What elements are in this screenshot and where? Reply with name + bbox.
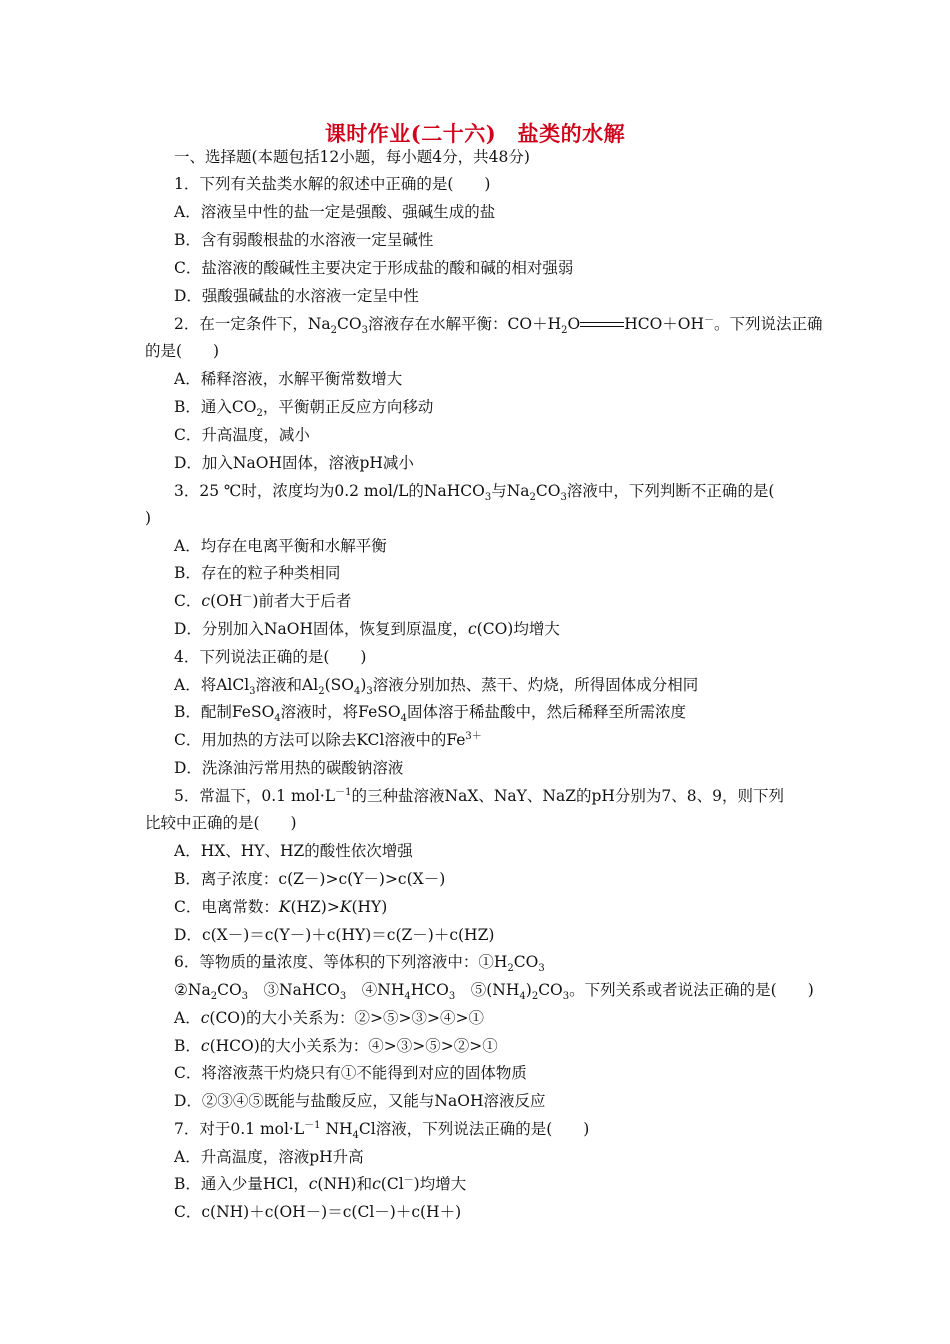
question-2-option-a: A．稀释溶液，水解平衡常数增大 bbox=[174, 370, 403, 388]
question-1-stem: 1．下列有关盐类水解的叙述中正确的是( ) bbox=[174, 175, 491, 193]
question-5-option-c: C．电离常数：K(HZ)>K(HY) bbox=[174, 898, 388, 916]
question-6-option-d: D．②③④⑤既能与盐酸反应，又能与NaOH溶液反应 bbox=[174, 1092, 546, 1110]
question-1-option-d: D．强酸强碱盐的水溶液一定呈中性 bbox=[174, 287, 419, 305]
question-4-option-c: C．用加热的方法可以除去KCl溶液中的$Fe^{3+}$ bbox=[174, 730, 482, 749]
question-1-option-b: B．含有弱酸根盐的水溶液一定呈碱性 bbox=[174, 231, 434, 249]
question-2-option-b: B．通入$CO_2$，平衡朝正反应方向移动 bbox=[174, 398, 434, 420]
question-4-option-d: D．洗涤油污常用热的碳酸钠溶液 bbox=[174, 759, 404, 777]
question-6-option-c: C．将溶液蒸干灼烧只有①不能得到对应的固体物质 bbox=[174, 1064, 527, 1082]
question-2-option-d: D．加入NaOH固体，溶液pH减小 bbox=[174, 454, 414, 472]
question-6-option-b: B．c(HCO)的大小关系为：④>③>⑤>②>① bbox=[174, 1037, 498, 1055]
question-5-stem: 5．常温下，0.1 $mol\cdot L^{-1}$的三种盐溶液NaX、NaY、NaZ的pH分别为7、8、9，则下列 bbox=[174, 786, 785, 805]
question-4-option-b: B．配制FeSO$_4$溶液时，将FeSO$_4$固体溶于稀盐酸中，然后稀释至所需浓度 bbox=[174, 703, 686, 725]
question-2-option-c: C．升高温度，减小 bbox=[174, 426, 310, 444]
question-3-option-b: B．存在的粒子种类相同 bbox=[174, 564, 341, 582]
question-7-option-a: A．升高温度，溶液pH升高 bbox=[174, 1148, 364, 1166]
question-6-stem-continued: $②Na_2CO_3$ ③NaHCO$_3$ $④NH_4HCO_3$ $⑤(NH_4)_2CO_3$。下列关系或者说法正确的是( ) bbox=[174, 981, 814, 1003]
question-7-option-b: B．通入少量HCl，c(NH)和c(Cl－)均增大 bbox=[174, 1174, 467, 1193]
question-7-stem: 7．对于0.1 $mol\cdot L^{-1}$ $NH_4Cl$溶液，下列说法正确的是( ) bbox=[174, 1119, 590, 1142]
question-2-stem-continued: 的是( ) bbox=[145, 342, 220, 360]
question-6-stem: 6．等物质的量浓度、等体积的下列溶液中：$①H_2CO_3$ bbox=[174, 953, 545, 975]
equilibrium-arrow-icon bbox=[580, 320, 624, 330]
question-3-option-d: D．分别加入NaOH固体，恢复到原温度，c(CO)均增大 bbox=[174, 620, 560, 638]
section-heading: 一、选择题(本题包括12小题，每小题4分，共48分) bbox=[174, 148, 530, 166]
question-5-stem-continued: 比较中正确的是( ) bbox=[145, 814, 297, 832]
question-1-option-c: C．盐溶液的酸碱性主要决定于形成盐的酸和碱的相对强弱 bbox=[174, 259, 574, 277]
question-4-stem: 4．下列说法正确的是( ) bbox=[174, 648, 367, 666]
question-2-stem: 2．在一定条件下，$Na_2CO_3$溶液存在水解平衡：$CO+H_2O$ HCO＋OH－。下列说法正确 bbox=[174, 314, 823, 337]
question-1-option-a: A．溶液呈中性的盐一定是强酸、强碱生成的盐 bbox=[174, 203, 496, 221]
question-3-stem: 3．25 ℃时，浓度均为0.2 mol/L的NaHCO$_3$与$Na_2CO_3$溶液中，下列判断不正确的是( bbox=[174, 482, 775, 504]
page-title: 课时作业(二十六) 盐类的水解 bbox=[324, 121, 626, 146]
question-5-option-b: B．离子浓度：c(Z－)>c(Y－)>c(X－) bbox=[174, 870, 446, 888]
question-4-option-a: A．将AlCl$_3$溶液和$Al_2(SO_4)_3$溶液分别加热、蒸干、灼烧，所得固体成分相同 bbox=[174, 676, 699, 698]
question-5-option-d: D．c(X－)＝c(Y－)＋c(HY)＝c(Z－)＋c(HZ) bbox=[174, 926, 495, 944]
question-3-option-a: A．均存在电离平衡和水解平衡 bbox=[174, 537, 387, 555]
question-7-option-c: C．c(NH)＋c(OH－)＝c(Cl－)＋c(H＋) bbox=[174, 1203, 462, 1221]
question-5-option-a: A．HX、HY、HZ的酸性依次增强 bbox=[174, 842, 413, 860]
question-6-option-a: A．c(CO)的大小关系为：②>⑤>③>④>① bbox=[174, 1009, 485, 1027]
question-3-option-c: C．c(OH－)前者大于后者 bbox=[174, 591, 352, 610]
question-3-stem-continued: ) bbox=[145, 509, 152, 527]
